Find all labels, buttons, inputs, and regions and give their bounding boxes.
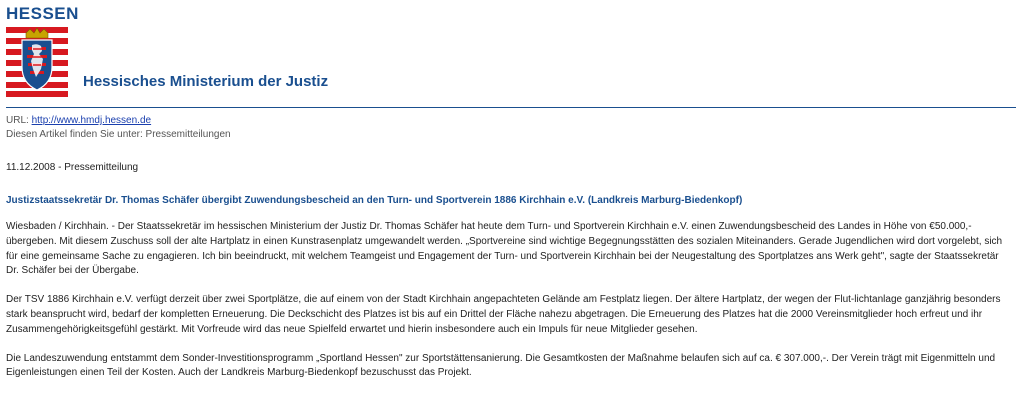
ministry-website-link[interactable]: http://www.hmdj.hessen.de (31, 115, 152, 126)
header-divider (6, 107, 1016, 108)
ministry-title: Hessisches Ministerium der Justiz (83, 73, 329, 90)
url-label: URL: (6, 115, 29, 126)
hessen-coat-of-arms-icon (6, 27, 68, 97)
article-paragraph: Die Landeszuwendung entstammt dem Sonder-Investitionsprogramm „Sportland Hessen" zur Sportstättensanierung. Die Gesamtkosten der Maßnahme belaufen sich auf ca. € 307.000,-. Der Verein trägt mit Eigenmitteln und Eigenleistungen einen Teil der Kosten. Auch der Landkreis Marburg-Biedenkopf bezuschusst das Projekt. (6, 352, 996, 379)
article-paragraph: Der TSV 1886 Kirchhain e.V. verfügt derzeit über zwei Sportplätze, die auf einem von der Stadt Kirchhain angepachteten Gelände am Festplatz liegen. Der ältere Hartplatz, der wegen der Flut-lichtanlage ganzjährig besonders stark beansprucht wird, bedarf der kompletten Erneuerung. Die Deckschicht des Platzes ist bis auf ein Drittel der Fläche nahezu abgetragen. Die Erneuerung des Platzes hat die 2000 Vereinsmitglieder hoch erfreut und ihr Zusammengehörigkeitsgefühl gestärkt. Mit Vorfreude wird das neue Spielfeld erwartet und hierin insbesondere auch ein Impuls für neue Mitglieder gesehen. (6, 294, 1001, 335)
article-headline: Justizstaatssekretär Dr. Thomas Schäfer übergibt Zuwendungsbescheid an den Turn- und Sportverein 1886 Kirchhain e.V. (Landkreis Marburg-Biedenkopf) (6, 195, 743, 206)
article-location: Diesen Artikel finden Sie unter: Pressemitteilungen (6, 129, 231, 140)
site-header (6, 4, 1016, 104)
url-line (6, 114, 231, 128)
hessen-brand: HESSEN (6, 4, 79, 23)
article-body (6, 220, 1011, 395)
article-paragraph: Wiesbaden / Kirchhain. - Der Staatssekretär im hessischen Ministerium der Justiz Dr. Thomas Schäfer hat heute dem Turn- und Sportverein Kirchhain e.V. einen Zuwendungsbescheid des Landes in Höhe von €50.000,- übergeben. Mit diesem Zuschuss soll der alte Hartplatz in einen Kunstrasenplatz umgewandelt werden. „Sportvereine sind wichtige Begegnungsstätten des sozialen Miteinanders. Gerade Jugendlichen wird dort vorgelebt, sich für eine gemeinsame Sache zu engagieren. Ich bin beeindruckt, mit welchem Teamgeist und Engagement der Turn- und Sportverein Kirchhain bei der Neugestaltung des Sportplatzes ans Werk geht", sagte der Staatssekretär Dr. Schäfer bei der Übergabe. (6, 221, 1003, 277)
article-meta (6, 114, 231, 142)
article-dateline: 11.12.2008 - Pressemitteilung (6, 162, 139, 173)
